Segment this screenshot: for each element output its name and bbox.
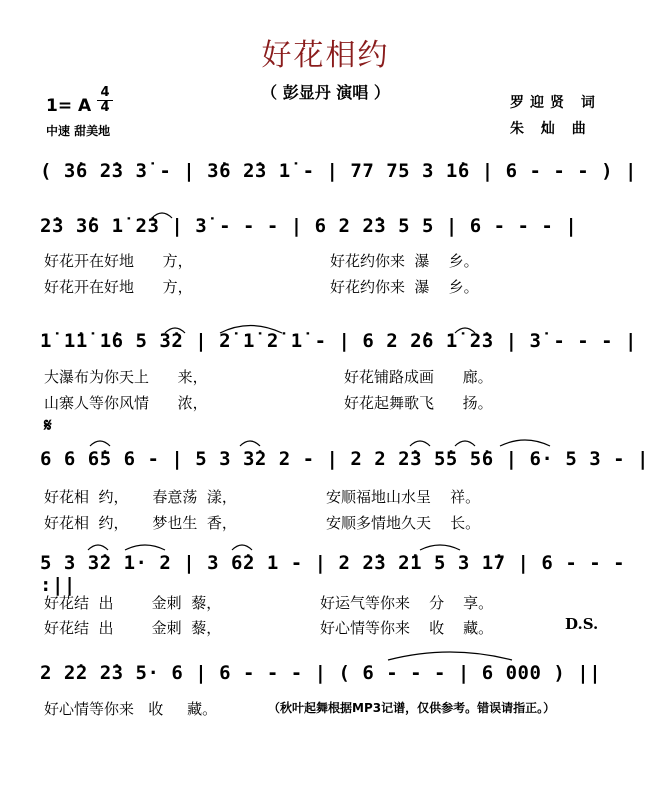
slur-arc xyxy=(90,441,110,446)
transcription-footnote: （秋叶起舞根据MP3记谱，仅供参考。错误请指正。） xyxy=(268,701,556,715)
lyric-line: 好花相 约， 梦也生 香， 安顺多情地久天 长。 xyxy=(44,514,481,532)
song-title: 好花相约 xyxy=(261,38,390,73)
slur-arc xyxy=(232,545,252,550)
singer-credit: （ 彭显丹 演唱 ） xyxy=(261,83,390,102)
composer-credit: 朱 灿 曲 xyxy=(510,121,592,137)
slur-arc xyxy=(455,328,475,333)
slur-arc xyxy=(152,213,172,218)
slur-arc xyxy=(500,440,550,446)
lyric-line: 大瀑布为你天上 来， 好花铺路成画 廊。 xyxy=(44,368,493,386)
score-row-5: 5 3 3̇2 1· 2 | 3 6̇2 1 - | 2 2̇3 2̇1 5 3 1̇7 | 6 - - - :|| xyxy=(40,552,626,596)
score-row-4: 6 6 6̇5 6 - | 5 3 3̇2 2 - | 2 2 2̇3 5̇5 5̇6 | 6· 5 3 - | xyxy=(40,448,649,470)
lyric-line: 好花结 出 金刺 藜， 好运气等你来 分 享。 xyxy=(44,594,494,612)
slur-arc xyxy=(388,652,512,660)
dal-segno-marking: D.S. xyxy=(565,615,599,633)
lyric-line: 好花相 约， 春意荡 漾， 安顺福地山水呈 祥。 xyxy=(44,488,481,506)
slur-arc xyxy=(410,441,430,446)
score-row-6: 2 2̇2 2̇3 5· 6 | 6 - - - | ( 6 - - - | 6 000 ) || xyxy=(40,662,602,684)
lyric-line: 好花结 出 金刺 藜， 好心情等你来 收 藏。 xyxy=(44,619,494,637)
score-row-2: 2̇3 3̇6 1̇ 2̇3 | 3̇ - - - | 6 2 2̇3 5 5 | 6 - - - | xyxy=(40,215,578,237)
lyric-line: 好花开在好地 方， 好花约你来 瀑 乡。 xyxy=(44,252,479,270)
score-row-1: ( 3̇6 2̇3 3̇ - | 3̇6 2̇3 1̇ - | 77 75 3 1̇6 | 6 - - - ) | xyxy=(40,160,637,182)
lyricist-credit: 罗迎贤 词 xyxy=(510,95,601,111)
slur-arc xyxy=(220,326,282,334)
slur-arc xyxy=(455,441,475,446)
lyric-line-final: 好心情等你来 收 藏。 （秋叶起舞根据MP3记谱，仅供参考。错误请指正。） xyxy=(44,700,556,718)
lyric-line: 好花开在好地 方， 好花约你来 瀑 乡。 xyxy=(44,278,479,296)
lyric-line: 山寨人等你风情 浓， 好花起舞歌飞 扬。 xyxy=(44,394,493,412)
slur-arc xyxy=(165,328,185,333)
slur-arc xyxy=(125,545,165,550)
key-signature: 1= A xyxy=(46,96,92,116)
segno-sign: 𝄋 xyxy=(44,415,52,436)
slur-arc xyxy=(420,545,460,550)
time-signature-top: 4 xyxy=(100,85,110,100)
score-row-3: 1̇ 1̇1̇ 1̇6 5 3̇2 | 2̇ 1̇ 2̇ 1̇ - | 6 2 2̇6 1̇ 2̇3 | 3̇ - - - | xyxy=(40,330,637,352)
slur-arc xyxy=(240,441,260,446)
time-signature-bottom: 4 xyxy=(97,100,113,115)
tempo-marking: 中速 甜美地 xyxy=(46,124,111,138)
slur-arc xyxy=(88,545,108,550)
